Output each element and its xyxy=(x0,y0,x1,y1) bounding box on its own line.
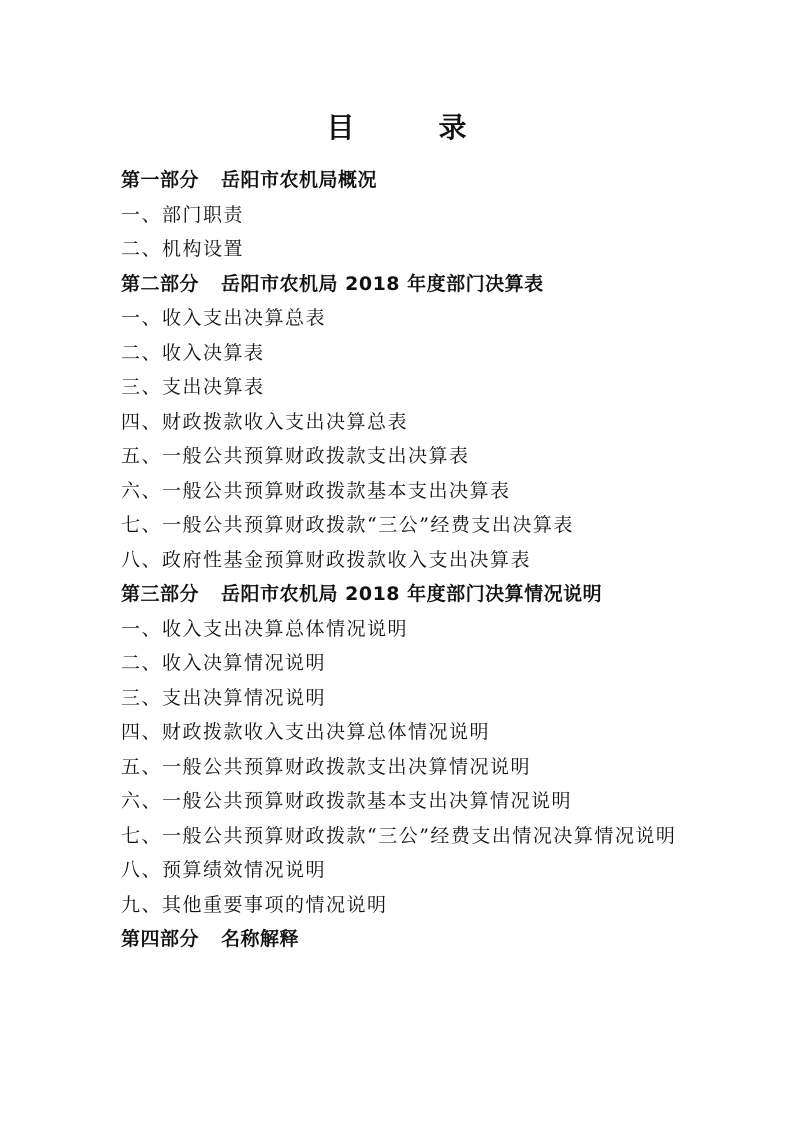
toc-part-heading xyxy=(121,577,681,612)
toc-item: 二、收入决算表 xyxy=(121,341,265,364)
page-title: 目 录 xyxy=(326,111,495,144)
toc-part-name: 岳阳市农机局 2018 年度部门决算情况说明 xyxy=(221,583,603,605)
toc-item: 二、机构设置 xyxy=(121,238,245,260)
toc-part-heading xyxy=(121,922,681,957)
toc-item: 八、预算绩效情况说明 xyxy=(121,859,327,881)
toc-item: 九、其他重要事项的情况说明 xyxy=(121,893,388,916)
toc-item: 七、一般公共预算财政拨款“三公”经费支出决算表 xyxy=(121,514,574,536)
toc-item: 四、财政拨款收入支出决算总体情况说明 xyxy=(121,721,491,743)
toc-item: 六、一般公共预算财政拨款基本支出决算情况说明 xyxy=(121,790,573,812)
toc-item: 五、一般公共预算财政拨款支出决算情况说明 xyxy=(121,755,532,778)
toc-item: 五、一般公共预算财政拨款支出决算表 xyxy=(121,445,470,467)
toc-item: 七、一般公共预算财政拨款“三公”经费支出情况决算情况说明 xyxy=(121,824,677,847)
table-of-contents xyxy=(121,163,681,957)
toc-item: 一、收入支出决算总体情况说明 xyxy=(121,617,409,640)
toc-item: 四、财政拨款收入支出决算总表 xyxy=(121,410,409,433)
toc-item: 二、收入决算情况说明 xyxy=(121,652,327,674)
toc-part-heading xyxy=(121,267,681,302)
toc-item: 三、支出决算表 xyxy=(121,376,265,398)
toc-item: 八、政府性基金预算财政拨款收入支出决算表 xyxy=(121,548,532,571)
toc-item: 一、部门职责 xyxy=(121,203,245,226)
toc-part-number: 第一部分 xyxy=(121,169,200,191)
toc-part-name: 岳阳市农机局概况 xyxy=(221,169,378,191)
toc-part-name: 名称解释 xyxy=(221,928,300,950)
toc-part-name: 岳阳市农机局 2018 年度部门决算表 xyxy=(221,272,544,295)
toc-item: 六、一般公共预算财政拨款基本支出决算表 xyxy=(121,479,511,502)
toc-part-heading xyxy=(121,163,681,198)
toc-item: 三、支出决算情况说明 xyxy=(121,686,327,709)
toc-part-number: 第四部分 xyxy=(121,928,200,950)
toc-part-number: 第三部分 xyxy=(121,583,200,605)
toc-part-number: 第二部分 xyxy=(121,272,200,295)
toc-item: 一、收入支出决算总表 xyxy=(121,307,327,329)
